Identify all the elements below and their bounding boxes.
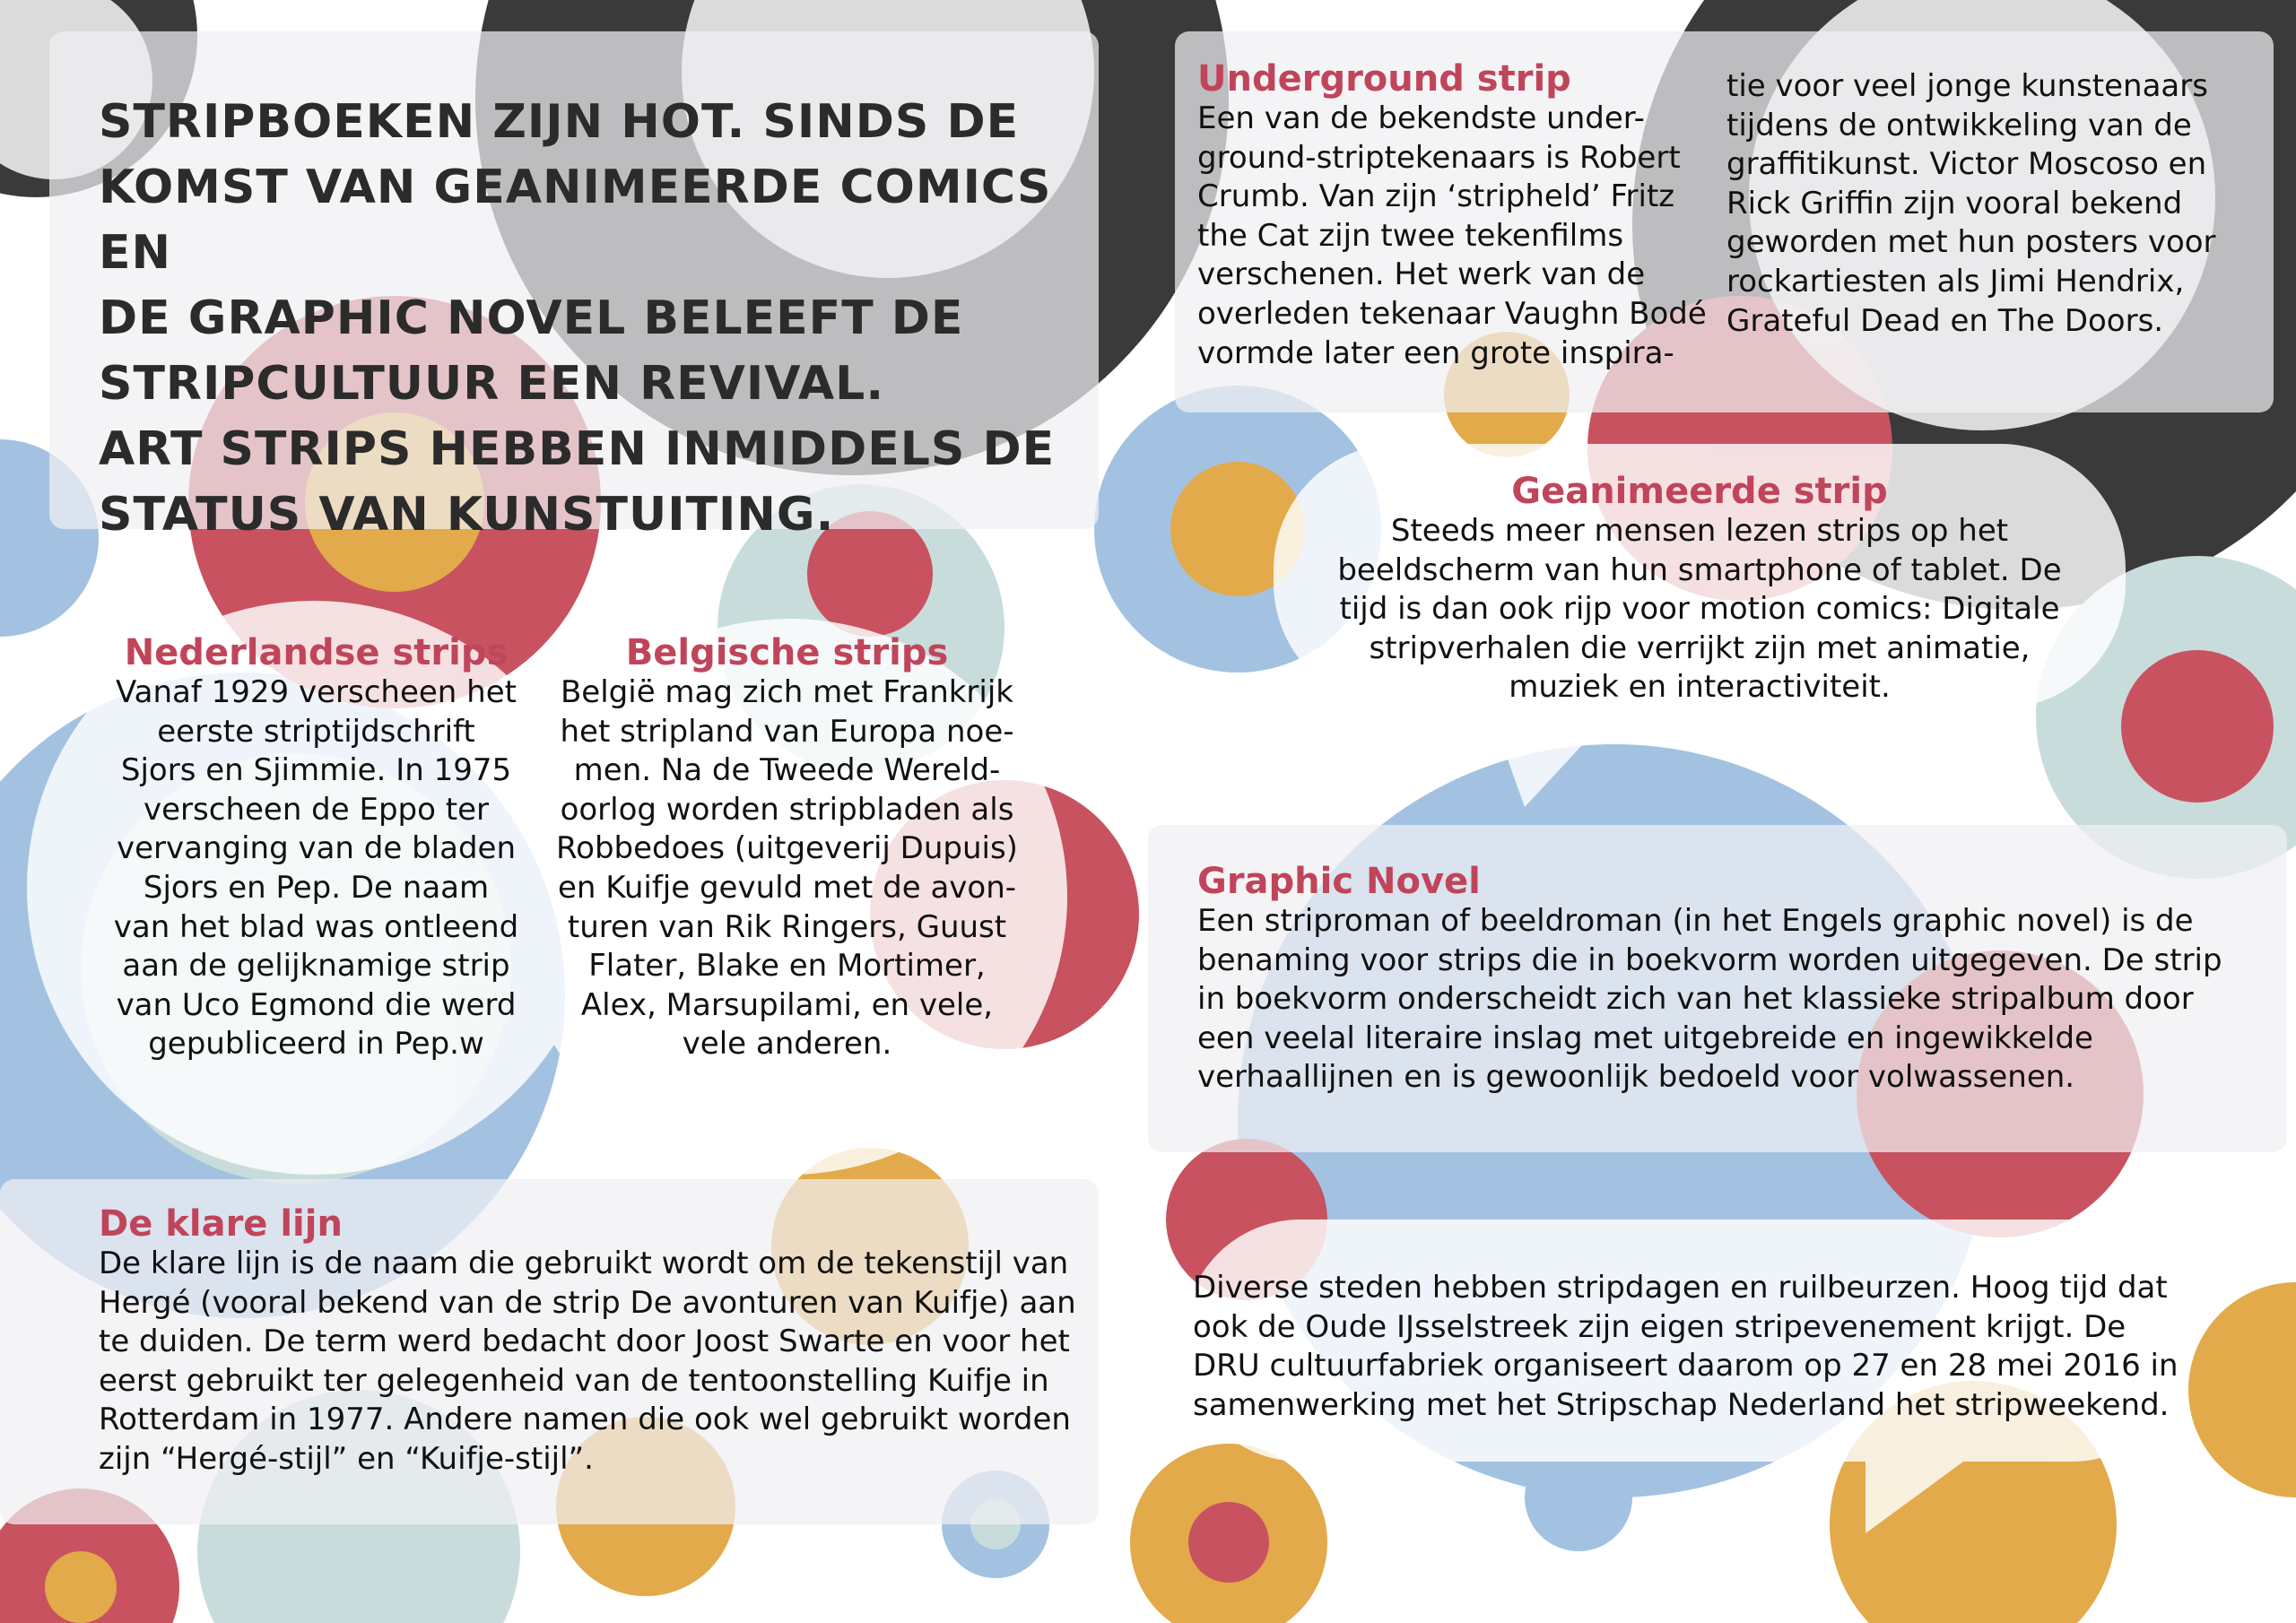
belgisch-section [538,632,1036,1064]
geanimeerd-body: Steeds meer mensen lezen strips op het beeldscherm van hun smartphone of tablet. De tijd is dan ook rijp voor motion comics: Digitale stripverhalen die verrijkt zijn met animatie, muziek en interactiviteit. [1337,513,2062,706]
klare-body: De klare lijn is de naam die gebruikt wordt om de tekenstijl van Hergé (vooral bekend van de strip De avonturen van Kuifje) aan te duiden. De term werd bedacht door Joost Swarte en voor het eerst gebruikt ter gelegenheid van de tentoonstelling Kuifje in Rotterdam in 1977. Andere namen die ook wel gebruikt worden zijn “Hergé-stijl” en “Kuifje-stijl”. [99,1245,1076,1477]
geanimeerd-heading: Geanimeerde strip [1511,471,1888,512]
nederlands-heading: Nederlandse strips [124,632,509,673]
klare-section [99,1203,1094,1480]
event-section [1193,1269,2179,1425]
intro-statement: STRIPBOEKEN ZIJN HOT. SINDS DE KOMST VAN GEANIMEERDE COMICS EN DE GRAPHIC NOVEL BELEEFT DE STRIPCULTUUR EEN REVIVAL. ART STRIPS HEBBEN INMIDDELS DE STATUS VAN KUNSTUITING. [99,95,1056,542]
graphic-body: Een striproman of beeldroman (in het Engels graphic novel) is de benaming voor strips die in boekvorm worden uitgegeven. De strip in boekvorm onderscheidt zich van het klassieke stripalbum door een veelal literaire inslag met uitgebreide en ingewikkelde verhaallijnen en is gewoonlijk bedoeld voor volwassenen. [1197,903,2222,1096]
red-circle-bottom-right-inner [1188,1502,1269,1583]
belgisch-heading: Belgische strips [625,632,949,673]
geanimeerd-section [1274,471,2126,707]
nederlands-body: Vanaf 1929 verscheen het eerste striptijdschrift Sjors en Sjimmie. In 1975 verscheen de Eppo ter vervanging van de bladen Sjors en Pep. De naam van het blad was ontleend aan de gelijknamige strip van Uco Egmond die werd gepubliceerd in Pep.w [113,674,519,1063]
nederlands-section [90,632,543,1064]
underground-heading: Underground strip [1197,58,1571,100]
event-body: Diverse steden hebben stripdagen en ruilbeurzen. Hoog tijd dat ook de Oude IJsselstreek zijn eigen stripevenement krijgt. De DRU cultuurfabriek organiseert daarom op 27 en 28 mei 2016 in samenwerking met het Stripschap Nederland het stripweekend. [1193,1270,2179,1423]
graphic-heading: Graphic Novel [1197,861,1481,902]
yellow-circle-bottom-left [45,1551,117,1623]
underground-section [1197,58,2265,373]
belgisch-body: België mag zich met Frankrijk het stripland van Europa noe- men. Na de Tweede Wereld- oorlog worden stripbladen als Robbedoes (uitgeverij Dupuis) en Kuifje gevuld met de avon- turen van Rik Ringers, Guust Flater, Blake en Mortimer, Alex, Marsupilami, en vele, vele anderen. [556,674,1018,1063]
yellow-circle-far-right [2188,1282,2296,1497]
klare-heading: De klare lijn [99,1203,343,1245]
underground-col1: Een van de bekendste under- ground-striptekenaars is Robert Crumb. Van zijn ‘stripheld’ Fritz the Cat zijn twee tekenfilms verschenen. Het werk van de overleden tekenaar Vaughn Bodé vormde later een grote inspira- [1197,100,1707,371]
underground-col2: tie voor veel jonge kunstenaars tijdens de ontwikkeling van de graffitikunst. Victor Moscoso en Rick Griffin zijn vooral bekend geworden met hun posters voor rockartiesten als Jimi Hendrix, Grateful Dead en The Doors. [1726,68,2216,339]
graphic-section [1197,861,2265,1098]
red-circle-right-small [2121,650,2274,803]
